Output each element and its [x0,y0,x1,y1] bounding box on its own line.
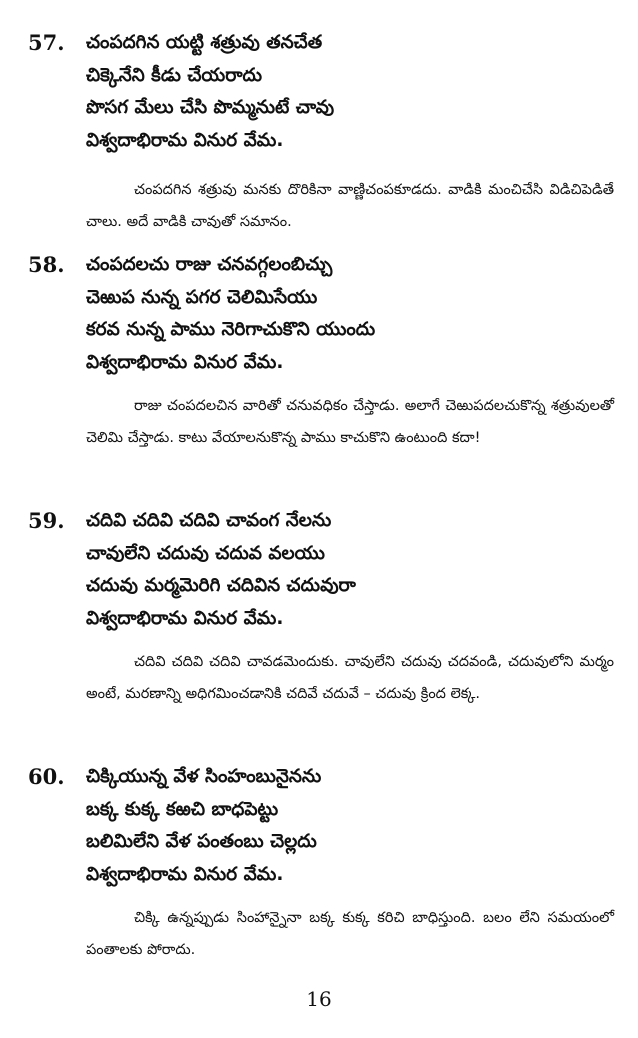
verse-line: చెఱుప నున్న పగర చెలిమిసేయు [86,286,318,308]
poem-number: 60. [28,764,65,789]
verse-line: విశ్వదాభిరామ వినుర వేమ. [86,607,284,629]
poem-meaning: రాజు చంపదలచిన వారితో చనువధికం చేస్తాడు. అలాగే చెఱుపదలచుకొన్న శత్రువులతో చెలిమి చేస్తాడు. కాటు వేయాలనుకొన్న పాము కాచుకొని ఉంటుంది కదా! [86,398,614,446]
verse-line: చంపదగిన యట్టి శత్రువు తనచేత [86,32,323,53]
verse-line: విశ్వదాభిరామ వినుర వేమ. [86,129,284,151]
poem-number: 57. [28,30,65,55]
poem-meaning: చిక్కి ఉన్నప్పుడు సింహాన్నైనా బక్క కుక్క కరిచి బాధిస్తుంది. బలం లేని సమయంలో పంతాలకు పోరాదు. [86,910,614,958]
verse-block [86,28,616,158]
poem-number: 58. [28,252,65,277]
poem-number: 59. [28,508,65,533]
verse-line: బక్క కుక్క కఱచి బాధపెట్టు [86,798,279,820]
verse-line: విశ్వదాభిరామ వినుర వేమ. [86,863,284,885]
verse-block [86,506,616,636]
verse-line: చదువు మర్మమెరిగి చదివిన చదువురా [86,575,356,596]
verse-line: కరవ నున్న పాము నెరిగాచుకొని యుందు [86,319,376,340]
verse-line: బలిమిలేని వేళ పంతంబు చెల్లదు [86,831,317,852]
verse-line: చావులేని చదువు చదువ వలయు [86,542,325,564]
verse-line: చదివి చదివి చదివి చావంగ నేలను [86,510,332,531]
verse-block [86,250,616,380]
verse-line: పొసగ మేలు చేసి పొమ్మనుటే చావు [86,97,335,118]
verse-line: చంపదలచు రాజు చనవగ్గలంబిచ్చు [86,254,333,275]
verse-line: విశ్వదాభిరామ వినుర వేమ. [86,351,284,373]
verse-line: చిక్కియున్న వేళ సింహంబునైనను [86,766,322,787]
page-number: 16 [306,987,332,1011]
poem-meaning: చదివి చదివి చదివి చావడమెందుకు. చావులేని చదువు చదవండి, చదువులోని మర్మం అంటే, మరణాన్ని అధిగమించడానికి చదివే చదువే – చదువు క్రింద లెక్క. [86,654,614,702]
verse-line: చిక్కెనేని కీడు చేయరాదు [86,64,263,86]
poem-meaning: చంపదగిన శత్రువు మనకు దొరికినా వాణ్ణిచంపకూడదు. వాడికి మంచిచేసి విడిచిపెడితే చాలు. అదే వాడికి చావుతో సమానం. [86,182,614,230]
verse-block [86,762,616,892]
